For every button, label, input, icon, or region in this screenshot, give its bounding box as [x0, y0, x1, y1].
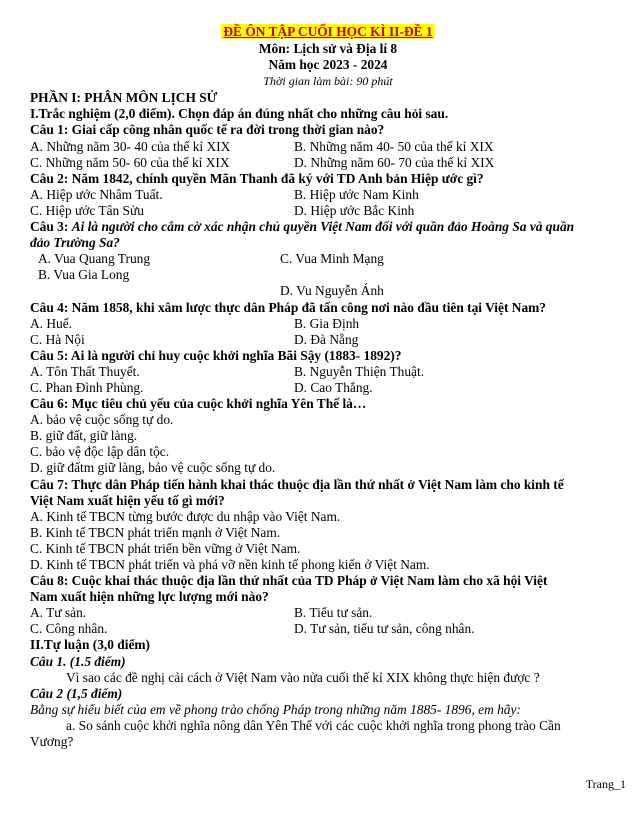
q3-option-b: B. Vua Gia Long — [38, 267, 130, 283]
essay-1-label: Câu 1. (1.5 điểm) — [30, 653, 126, 669]
q1-options-row-2 — [30, 155, 626, 171]
q3-option-d: D. Vu Nguyễn Ánh — [280, 283, 384, 299]
part-heading: PHẦN I: PHÂN MÔN LỊCH SỬ — [30, 90, 218, 106]
q2-option-c: C. Hiệp ước Tân Sửu — [30, 202, 144, 218]
q4-options-row-2 — [30, 332, 626, 348]
q7-option-b: B. Kinh tế TBCN phát triển mạnh ở Việt Nam. — [30, 524, 281, 540]
question-4: Câu 4: Năm 1858, khi xâm lược thực dân Pháp đã tấn công nơi nào đầu tiên tại Việt Nam? — [30, 299, 546, 315]
q4-option-a: A. Huế. — [30, 315, 73, 331]
q4-option-c: C. Hà Nội — [30, 331, 85, 347]
exam-header — [30, 24, 626, 41]
q8-option-c: C. Công nhân. — [30, 621, 108, 637]
q3-option-a: A. Vua Quang Trung — [38, 251, 151, 267]
q7-option-a: A. Kinh tế TBCN từng bước được du nhập vào Việt Nam. — [30, 508, 341, 524]
q6-option-b: B. giữ đất, giữ làng. — [30, 428, 138, 444]
time-limit: Thời gian làm bài: 90 phút — [263, 74, 393, 89]
q5-option-b: B. Nguyễn Thiện Thuật. — [294, 363, 425, 379]
q2-option-b: B. Hiệp ước Nam Kinh — [294, 186, 419, 202]
q3-options-row-1 — [30, 251, 626, 267]
q4-options-row-1 — [30, 316, 626, 332]
subject-line: Môn: Lịch sử và Địa lí 8 — [258, 41, 398, 56]
q7-option-c: C. Kinh tế TBCN phát triển bền vững ở Việt Nam. — [30, 540, 301, 556]
school-year: Năm học 2023 - 2024 — [268, 57, 388, 73]
q8-option-b: B. Tiểu tư sản. — [294, 605, 373, 621]
question-7-line-1: Câu 7: Thực dân Pháp tiến hành khai thác thuộc địa lần thứ nhất ở Việt Nam làm cho kinh tế — [30, 476, 564, 492]
q8-options-row-1 — [30, 605, 626, 621]
question-5: Câu 5: Ai là người chỉ huy cuộc khởi nghĩa Bãi Sậy (1883- 1892)? — [30, 347, 402, 363]
q4-option-d: D. Đà Nẵng — [294, 331, 359, 347]
q3-label: Câu 3: — [30, 219, 69, 235]
q8-option-a: A. Tư sản. — [30, 605, 87, 621]
q6-option-d: D. giữ đấtm giữ làng, bảo vệ cuộc sống tự do. — [30, 460, 276, 476]
exam-title: ĐỀ ÔN TẬP CUỐI HỌC KÌ II-ĐỀ 1 — [223, 24, 433, 39]
essay-heading: II.Tự luận (3,0 điểm) — [30, 637, 151, 653]
q1-option-c: C. Những năm 50- 60 của thế kỉ XIX — [30, 154, 230, 170]
q5-option-a: A. Tôn Thất Thuyết. — [30, 363, 140, 379]
q3-option-c: C. Vua Minh Mạng — [280, 251, 384, 267]
q5-options-row-1 — [30, 364, 626, 380]
question-6: Câu 6: Mục tiêu chủ yếu của cuộc khởi nghĩa Yên Thế là… — [30, 396, 367, 412]
essay-2-label: Câu 2 (1,5 điểm) — [30, 685, 123, 701]
q1-option-b: B. Những năm 40- 50 của thế kỉ XIX — [294, 138, 494, 154]
q5-option-d: D. Cao Thắng. — [294, 379, 373, 395]
question-8-line-1: Câu 8: Cuộc khai thác thuộc địa lần thứ nhất của TD Pháp ở Việt Nam làm cho xã hội Việt — [30, 573, 548, 589]
question-8-line-2: Nam xuất hiện những lực lượng mới nào? — [30, 589, 269, 605]
q6-option-a: A. bảo vệ cuộc sống tự do. — [30, 412, 174, 428]
q2-options-row-1 — [30, 187, 626, 203]
q6-option-c: C. bảo vệ độc lập dân tộc. — [30, 444, 170, 460]
q3-text-line-1: Ai là người cho cắm cờ xác nhận chủ quyền Việt Nam đối với quần đảo Hoàng Sa và quần — [71, 219, 575, 235]
mc-heading: I.Trắc nghiệm (2,0 điểm). Chọn đáp án đúng nhất cho những câu hỏi sau. — [30, 106, 449, 122]
q1-option-d: D. Những năm 60- 70 của thế kỉ XIX — [294, 154, 495, 170]
q3-text-line-2: đảo Trường Sa? — [30, 235, 120, 251]
q8-options-row-2 — [30, 621, 626, 637]
question-7-line-2: Việt Nam xuất hiện yếu tố gì mới? — [30, 492, 225, 508]
q5-option-c: C. Phan Đình Phùng. — [30, 379, 144, 395]
q2-options-row-2 — [30, 203, 626, 219]
question-1: Câu 1: Giai cấp công nhân quốc tế ra đời trong thời gian nào? — [30, 122, 385, 138]
q1-option-a: A. Những năm 30- 40 của thế kỉ XIX — [30, 138, 231, 154]
q1-options-row-1 — [30, 139, 626, 155]
q4-option-b: B. Gia Định — [294, 315, 360, 331]
essay-1-text: Vì sao các đề nghị cải cách ở Việt Nam vào nửa cuối thế kỉ XIX không thực hiện được ? — [66, 669, 540, 685]
essay-2-intro: Bằng sự hiểu biết của em về phong trào chống Pháp trong những năm 1885- 1896, em hãy: — [30, 701, 521, 717]
essay-2-part-a-line-1: a. So sánh cuộc khởi nghĩa nông dân Yên Thế với các cuộc khởi nghĩa trong phong trào Cần — [66, 717, 561, 733]
q5-options-row-2 — [30, 380, 626, 396]
q8-option-d: D. Tư sản, tiểu tư sản, công nhân. — [294, 621, 475, 637]
q7-option-d: D. Kinh tế TBCN phát triển và phá vỡ nền kinh tế phong kiến ở Việt Nam. — [30, 557, 430, 572]
page-number: Trang_1 — [585, 777, 626, 791]
q2-option-d: D. Hiệp ước Bắc Kinh — [294, 202, 415, 218]
question-3 — [30, 219, 626, 235]
q2-option-a: A. Hiệp ước Nhâm Tuất. — [30, 186, 163, 202]
question-2: Câu 2: Năm 1842, chính quyền Mãn Thanh đã ký với TD Anh bản Hiệp ước gì? — [30, 170, 484, 186]
essay-2-part-a-line-2: Vương? — [30, 734, 74, 750]
